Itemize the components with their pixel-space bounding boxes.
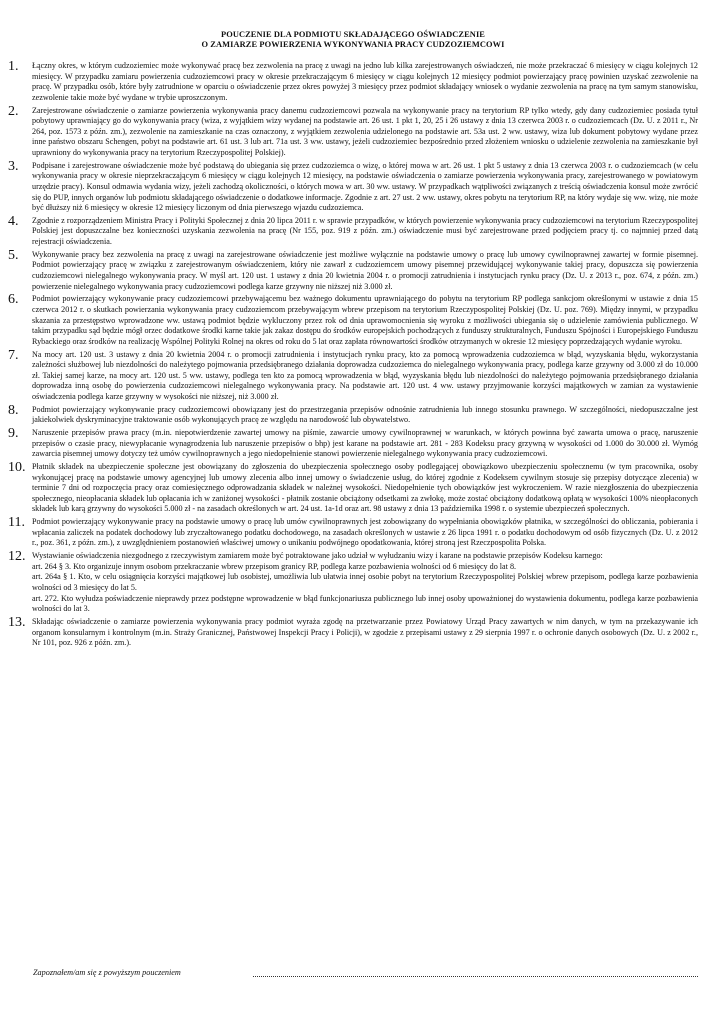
list-item xyxy=(8,517,698,549)
item-text xyxy=(32,216,698,248)
item-number: 6. xyxy=(8,292,19,308)
item-number: 9. xyxy=(8,426,19,442)
list-item xyxy=(8,428,698,460)
item-paragraph: Łączny okres, w którym cudzoziemiec może wykonywać pracę bez zezwolenia na pracę z uwagi na jedno lub kilka zarejestrowanych oświadczeń, nie może przekraczać 6 miesięcy w ciągu kolejnych 12 miesięcy. W przypadku zamiaru powierzenia cudzoziemcowi pracy w okresie przekraczającym 6 miesięcy w ciągu kolejnych 12 miesięcy podmiot powierzający pracę powinien uzyskać zezwolenie na pracę. W przypadku osób, które były zatrudnione w oparciu o oświadczenie przez okres powyżej 3 miesięcy przez podmiot składający wniosek o wydanie zezwolenia na pracę na tym samym stanowisku, zezwolenie takie może być wydane w trybie uproszczonym. xyxy=(32,61,698,102)
list-item xyxy=(8,614,698,649)
item-number: 10. xyxy=(8,460,26,476)
list-item xyxy=(8,294,698,347)
item-number: 2. xyxy=(8,103,19,119)
list-item xyxy=(8,347,698,403)
item-number: 7. xyxy=(8,347,19,363)
item-number: 4. xyxy=(8,213,19,229)
list-item xyxy=(8,462,698,515)
item-paragraph: Podmiot powierzający wykonywanie pracy cudzoziemcowi obowiązany jest do przestrzegania przepisów odnośnie zatrudnienia lub innego stosunku prawnego. W szczególności, niedopuszczalne jest jakiekolwiek dyskryminacyjne traktowanie osób wykonujących pracę ze względu na narodowość lub obywatelstwo. xyxy=(32,404,698,425)
item-number: 3. xyxy=(8,158,19,174)
signature-section xyxy=(33,968,698,977)
item-paragraph: art. 264a § 1. Kto, w celu osiągnięcia korzyści majątkowej lub osobistej, umożliwia lub ułatwia innej osobie pobyt na terytorium Rzeczypospolitej Polskiej wbrew przepisom, podlega karze pozbawienia wolności od 3 miesięcy do lat 5. xyxy=(32,572,698,592)
item-number: 5. xyxy=(8,247,19,263)
item-text xyxy=(32,250,698,292)
item-paragraph: Wykonywanie pracy bez zezwolenia na pracę z uwagi na zarejestrowane oświadczenie jest możliwe wyłącznie na podstawie umowy o pracę lub umowy cywilnoprawnej zawartej w formie pisemnej. Podmiot powierzający pracę w związku z zarejestrowanym oświadczeniem, który nie zawarł z cudzoziemcem umowy pisemnej przewidującej wykonywanie takiej pracy, dopuszcza się powierzenia cudzoziemcowi nielegalnego wykonywania pracy. W myśl art. 120 ust. 1 ustawy z dnia 20 kwietnia 2004 r. o promocji zatrudnienia i instytucjach rynku pracy (Dz. U. z 2013 r., poz. 674, z późn. zm.) powierzenie nielegalnego wykonywania pracy cudzoziemcowi podlega karze grzywny nie niższej niż 3.000 zł. xyxy=(32,249,698,291)
item-text xyxy=(32,551,698,615)
item-paragraph: Podmiot powierzający wykonywanie pracy na podstawie umowy o pracę lub umów cywilnoprawnych jest zobowiązany do wypełniania obowiązków płatnika, w szczególności do obliczania, pobierania i wpłacania zaliczek na podatek dochodowy lub zryczałtowanego podatku dochodowego, na zasadach określonych w ustawie z 26 lipca 1991 r. o podatku dochodowym od osób fizycznych (Dz. U. z 2012 r., poz. 361, z późn. zm.), z uwzględnieniem postanowień właściwej umowy o unikaniu podwójnego opodatkowania, której stroną jest Rzeczpospolita Polska. xyxy=(32,517,698,548)
item-text xyxy=(32,350,698,403)
item-paragraph: Podmiot powierzający wykonywanie pracy cudzoziemcowi przebywającemu bez ważnego dokumentu uprawniającego do pobytu na terytorium RP podlega sankcjom określonymi w ustawie z dnia 15 czerwca 2012 r. o skutkach powierzania wykonywania pracy cudzoziemcom przebywającym wbrew przepisom na terytorium Rzeczypospolitej Polskiej (Dz. U. poz. 769). Między innymi, w przypadku skazania za przestępstwo wprowadzone ww. ustawą podmiot będzie wykluczony przez rok od dnia uprawomocnienia się wyroku z możliwości ubiegania się o udzielenie zamówienia publicznego. W takim przypadku sąd będzie mógł orzec dodatkowe środki karne takie jak zakaz dostępu do środków europejskich pochodzących z funduszy strukturalnych, Funduszu Spójności i Europejskiego Funduszu Rybackiego oraz środków na realizację Wspólnej Polityki Rolnej na okres od roku do 5 lat oraz zapłata równowartości środków otrzymanych w okresie 12 miesięcy poprzedzających wydanie wyroku. xyxy=(32,294,698,346)
list-item xyxy=(8,158,698,214)
item-text xyxy=(32,428,698,460)
title-line-1: POUCZENIE DLA PODMIOTU SKŁADAJĄCEGO OŚWIADCZENIE xyxy=(221,30,485,39)
instruction-list xyxy=(8,61,698,649)
item-paragraph: Zarejestrowane oświadczenie o zamiarze powierzenia wykonywania pracy danemu cudzoziemcowi pozwala na wykonywanie pracy na terytorium RP tylko wtedy, gdy dany cudzoziemiec posiada tytuł pobytowy uprawniający go do wykonywania pracy (wiza, z wyjątkiem wizy wydanej na podstawie art. 26 ust. 1 pkt 1, 20, 25 i 26 ustawy z dnia 13 czerwca 2003 r. o cudzoziemcach (Dz. U. z 2011 r., Nr 264, poz. 1573 z późn. zm.), zezwolenie na zamieszkanie na czas oznaczony, z wyjątkiem zezwolenia udzielonego na podstawie art. 53a ust. 2 ww. ustawy, wiza lub dokument pobytowy wydane przez inne państwo obszaru Schengen, pobyt na podstawie art. 61 ust. 3 lub art. 71a ust. 3 ww. ustawy, jeżeli cudzoziemiec bezpośrednio przed złożeniem wniosku o udzielenie zezwolenia na zamieszkanie był uprawniony do wykonywania pracy na terytorium Rzeczypospolitej Polskiej). xyxy=(32,105,698,157)
item-text xyxy=(32,161,698,214)
signature-label: Zapoznałem/am się z powyższym pouczeniem xyxy=(33,968,181,977)
item-paragraph: Składając oświadczenie o zamiarze powierzenia wykonywania pracy podmiot wyraża zgodę na przetwarzanie przez Powiatowy Urząd Pracy zawartych w nim danych, w tym na przekazywanie ich organom konsularnym i kontrolnym (m.in. Straży Granicznej, Państwowej Inspekcji Pracy i Policji), w zgodzie z przepisami ustawy z 29 sierpnia 1997 r. o ochronie danych osobowych (Dz. U. z 2002 r., Nr 101, poz. 926 z późn. zm.). xyxy=(32,616,698,648)
list-item xyxy=(8,103,698,159)
item-paragraph: Na mocy art. 120 ust. 3 ustawy z dnia 20 kwietnia 2004 r. o promocji zatrudnienia i instytucjach rynku pracy, kto za pomocą wprowadzenia cudzoziemca w błąd, wyzyskania błędu, wykorzystania zależności służbowej lub niezdolności do należytego pojmowania przedsiębranego działania doprowadza cudzoziemca do nielegalnego wykonywania pracy, podlega karze grzywny od 3.000 zł do 10.000 zł. Takiej samej karze, na mocy art. 120 ust. 5 ww. ustawy, podlega ten kto za pomocą wprowadzenia w błąd, wyzyskania błędu lub niezdolności do należytego pojmowania przedsiębranego działania doprowadza inną osobę do powierzenia cudzoziemcowi nielegalnego wykonywania pracy. Na podstawie art. 120 ust. 4 ww. ustawy przyjmowanie korzyści majątkowych w zamian za wystawienie oświadczenia podlega karze grzywny w wysokości nie niższej, niż 3.000 zł. xyxy=(32,349,698,401)
item-text xyxy=(32,617,698,649)
item-text xyxy=(32,106,698,159)
item-paragraph: Płatnik składek na ubezpieczenie społeczne jest obowiązany do zgłoszenia do ubezpieczenia społecznego osoby podlegającej obowiązkowo ubezpieczeniu społecznemu (w tym pracownika, osoby wykonującej pracę na podstawie umowy agencyjnej lub umowy zlecenia albo innej umowy o świadczenie usług, do której zgodnie z Kodeksem cywilnym stosuje się przepisy dotyczące zlecenia) w terminie 7 dni od rozpoczęcia pracy oraz comiesięcznego odprowadzania składek w należnej wysokości. Niedopełnienie tych obowiązków jest wykroczeniem. W razie niezgłoszenia do ubezpieczenia społecznego, nieopłacania składek lub opłacania ich w zaniżonej wysokości - płatnik zostanie obciążony odsetkami za zwłokę, może zostać obciążony dodatkową opłatą w wysokości 100% nieopłaconych składek lub karą grzywny do wysokości 5.000 zł - na zasadach określonych w art. 24 ust. 1a-1d oraz art. 98 ustawy z dnia 13 października 1998 r. o systemie ubezpieczeń społecznych. xyxy=(32,462,698,514)
item-paragraph: Podpisane i zarejestrowane oświadczenie może być podstawą do ubiegania się przez cudzoziemca o wizę, o której mowa w art. 26 ust. 1 pkt 5 ustawy z dnia 13 czerwca 2003 r. o cudzoziemcach (w celu wykonywania pracy w okresie nieprzekraczającym 6 miesięcy w ciągu kolejnych 12 miesięcy, na podstawie oświadczenia o zamiarze powierzenia wykonywania pracy, zarejestrowanego w powiatowym urzędzie pracy). Konsul odmawia wydania wizy, jeżeli zachodzą okoliczności, o których mowa w art. 30 ww. ustawy. W przypadkach wątpliwości związanych z treścią oświadczenia konsul może zwrócić się do PUP, innych organów lub podmiotu składającego oświadczenie o dodatkowe informacje. Zgodnie z art. 27 ust. 2 ww. ustawy, okres pobytu na terytorium RP, na który wydaje się ww. wizę, nie może być dłuższy niż 6 miesięcy w okresie 12 miesięcy liczonym od dnia pierwszego wjazdu cudzoziemca. xyxy=(32,160,698,213)
item-paragraph: art. 264 § 3. Kto organizuje innym osobom przekraczanie wbrew przepisom granicy RP, podlega karze pozbawienia wolności od 6 miesięcy do lat 8. xyxy=(32,561,517,571)
item-paragraph: Zgodnie z rozporządzeniem Ministra Pracy i Polityki Społecznej z dnia 20 lipca 2011 r. w sprawie przypadków, w których powierzenie wykonywania pracy cudzoziemcowi na terytorium Rzeczypospolitej Polskiej jest dopuszczalne bez konieczności uzyskania zezwolenia na pracę (Nr 155, poz. 919 z późn. zm.) oświadczenie musi być zarejestrowane przed podjęciem pracy tj. co najmniej przed datą rejestracji oświadczenia. xyxy=(32,215,698,247)
item-text xyxy=(32,61,698,103)
item-number: 12. xyxy=(8,549,26,565)
list-item xyxy=(8,402,698,426)
title-line-2: O ZAMIARZE POWIERZENIA WYKONYWANIA PRACY CUDZOZIEMCOWI xyxy=(201,40,505,49)
item-paragraph: Wystawianie oświadczenia niezgodnego z rzeczywistym zamiarem może być potraktowane jako udział w wyłudzaniu wizy i karane na podstawie przepisów Kodeksu karnego: xyxy=(32,551,603,561)
list-item xyxy=(8,551,698,615)
item-paragraph: Naruszenie przepisów prawa pracy (m.in. niepotwierdzenie zawartej umowy na piśmie, zawarcie umowy cywilnoprawnej w warunkach, w których powinna być zawarta umowa o pracę, naruszenie przepisów o czasie pracy, niewypłacanie wynagrodzenia lub naruszenie przepisów o bhp) jest karane na podstawie art. 281 - 283 Kodeksu pracy grzywną w wysokości od 1.000 do 30.000 zł. Wymóg zawarcia pisemnej umowy dotyczy też umów cywilnoprawnych a jego niedopełnienie stanowi powierzenie nielegalnego wykonywania pracy cudzoziemcowi. xyxy=(32,428,698,459)
item-paragraph: art. 272. Kto wyłudza poświadczenie nieprawdy przez podstępne wprowadzenie w błąd funkcjonariusza publicznego lub innej osoby upoważnionej do wystawienia dokumentu, podlega karze pozbawienia wolności do lat 3. xyxy=(32,593,698,614)
item-text xyxy=(32,294,698,347)
item-number: 11. xyxy=(8,515,25,531)
item-text xyxy=(32,405,698,426)
item-text xyxy=(32,517,698,549)
document-title xyxy=(8,30,698,50)
item-number: 1. xyxy=(8,59,19,74)
signature-line xyxy=(253,968,698,977)
list-item xyxy=(8,247,698,292)
item-text xyxy=(32,462,698,515)
list-item xyxy=(8,213,698,248)
item-number: 8. xyxy=(8,402,19,418)
list-item xyxy=(8,61,698,103)
item-number: 13. xyxy=(8,614,26,630)
